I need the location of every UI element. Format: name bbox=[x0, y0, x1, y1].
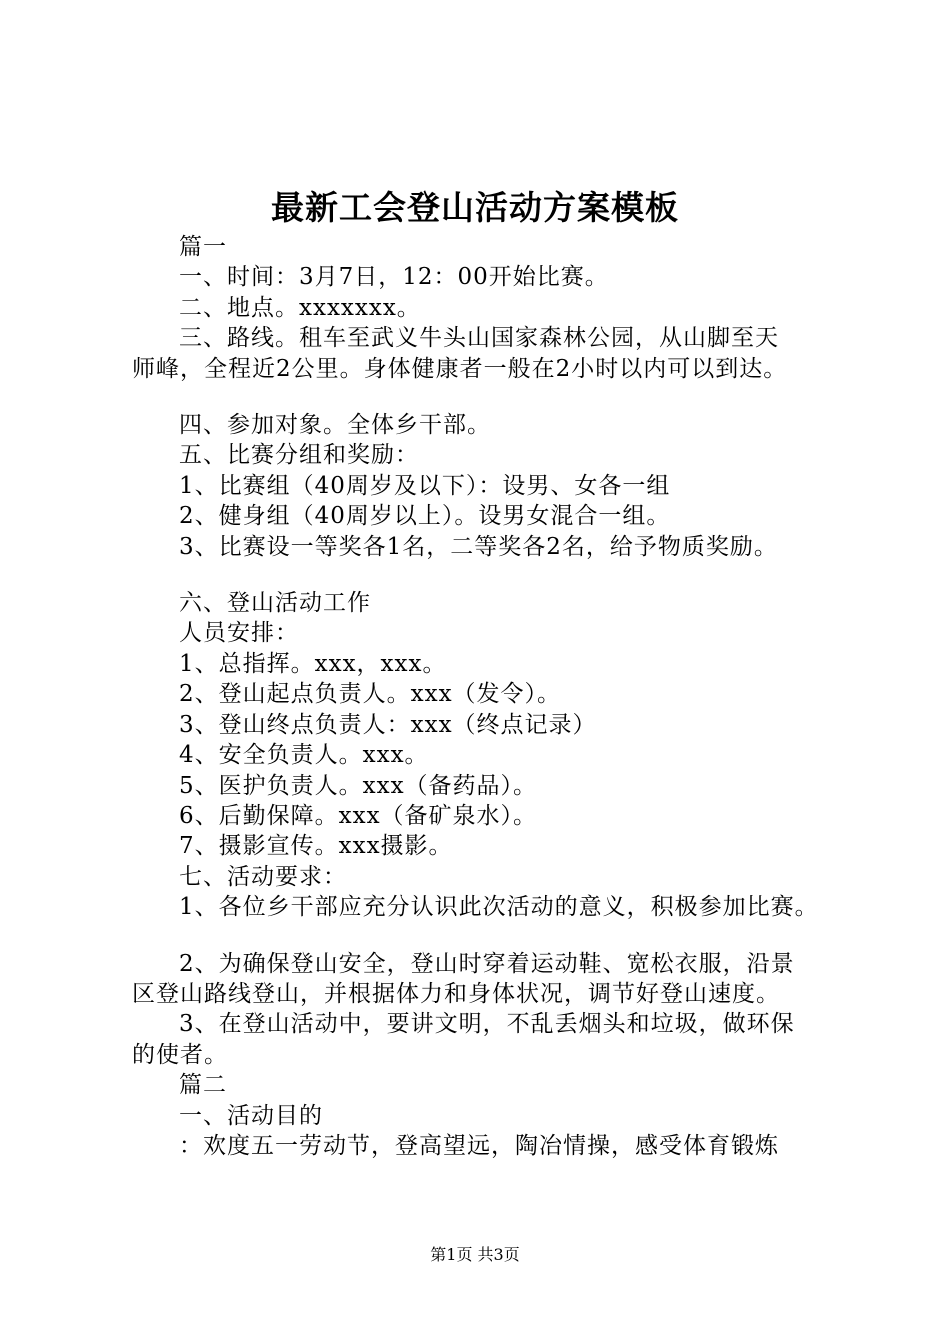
paragraph-route-continued: 师峰，全程近2公里。身体健康者一般在2小时以内可以到达。 bbox=[132, 355, 788, 382]
paragraph-staffing-heading: 人员安排： bbox=[179, 620, 299, 647]
list-item-medical-lead: 5、医护负责人。xxx（备药品）。 bbox=[179, 772, 538, 799]
paragraph-location: 二、地点。xxxxxxx。 bbox=[179, 294, 421, 321]
paragraph-purpose: ：欢度五一劳动节，登高望远，陶冶情操，感受体育锻炼 bbox=[179, 1132, 779, 1159]
list-item-finish-lead: 3、登山终点负责人：xxx（终点记录） bbox=[179, 711, 597, 738]
section-heading-part-two: 篇二 bbox=[179, 1072, 227, 1099]
page-number-footer: 第1页 共3页 bbox=[430, 1245, 520, 1264]
list-item-requirement-1: 1、各位乡干部应充分认识此次活动的意义，积极参加比赛。 bbox=[179, 894, 819, 921]
paragraph-spacer bbox=[132, 562, 852, 588]
list-item-awards: 3、比赛设一等奖各1名，二等奖各2名，给予物质奖励。 bbox=[179, 533, 778, 560]
list-item-commander: 1、总指挥。xxx，xxx。 bbox=[179, 650, 447, 677]
paragraph-work-heading: 六、登山活动工作 bbox=[179, 590, 371, 617]
list-item-requirement-3-continued: 的使者。 bbox=[132, 1041, 228, 1068]
document-title: 最新工会登山活动方案模板 bbox=[271, 188, 679, 227]
list-item-requirement-2: 2、为确保登山安全，登山时穿着运动鞋、宽松衣服，沿景 bbox=[179, 950, 795, 977]
paragraph-spacer bbox=[132, 923, 852, 949]
paragraph-time: 一、时间：3月7日，12：00开始比赛。 bbox=[179, 264, 609, 291]
list-item-photography: 7、摄影宣传。xxx摄影。 bbox=[179, 833, 453, 860]
list-item-competition-group: 1、比赛组（40周岁及以下）：设男、女各一组 bbox=[179, 472, 671, 499]
document-body bbox=[132, 232, 852, 1161]
paragraph-route: 三、路线。租车至武义牛头山国家森林公园，从山脚至天 bbox=[179, 325, 779, 352]
list-item-start-lead: 2、登山起点负责人。xxx（发令）。 bbox=[179, 681, 562, 708]
list-item-requirement-3: 3、在登山活动中，要讲文明，不乱丢烟头和垃圾，做环保 bbox=[179, 1011, 795, 1038]
paragraph-groups-heading: 五、比赛分组和奖励： bbox=[179, 442, 419, 469]
paragraph-purpose-heading: 一、活动目的 bbox=[179, 1102, 323, 1129]
list-item-fitness-group: 2、健身组（40周岁以上）。设男女混合一组。 bbox=[179, 503, 671, 530]
paragraph-spacer bbox=[132, 384, 852, 410]
section-heading-part-one: 篇一 bbox=[179, 234, 227, 260]
list-item-requirement-2-continued: 区登山路线登山，并根据体力和身体状况，调节好登山速度。 bbox=[132, 980, 780, 1007]
list-item-safety-lead: 4、安全负责人。xxx。 bbox=[179, 742, 429, 769]
paragraph-requirements-heading: 七、活动要求： bbox=[179, 863, 347, 890]
paragraph-participants: 四、参加对象。全体乡干部。 bbox=[179, 412, 491, 439]
list-item-logistics: 6、后勤保障。xxx（备矿泉水）。 bbox=[179, 802, 538, 829]
